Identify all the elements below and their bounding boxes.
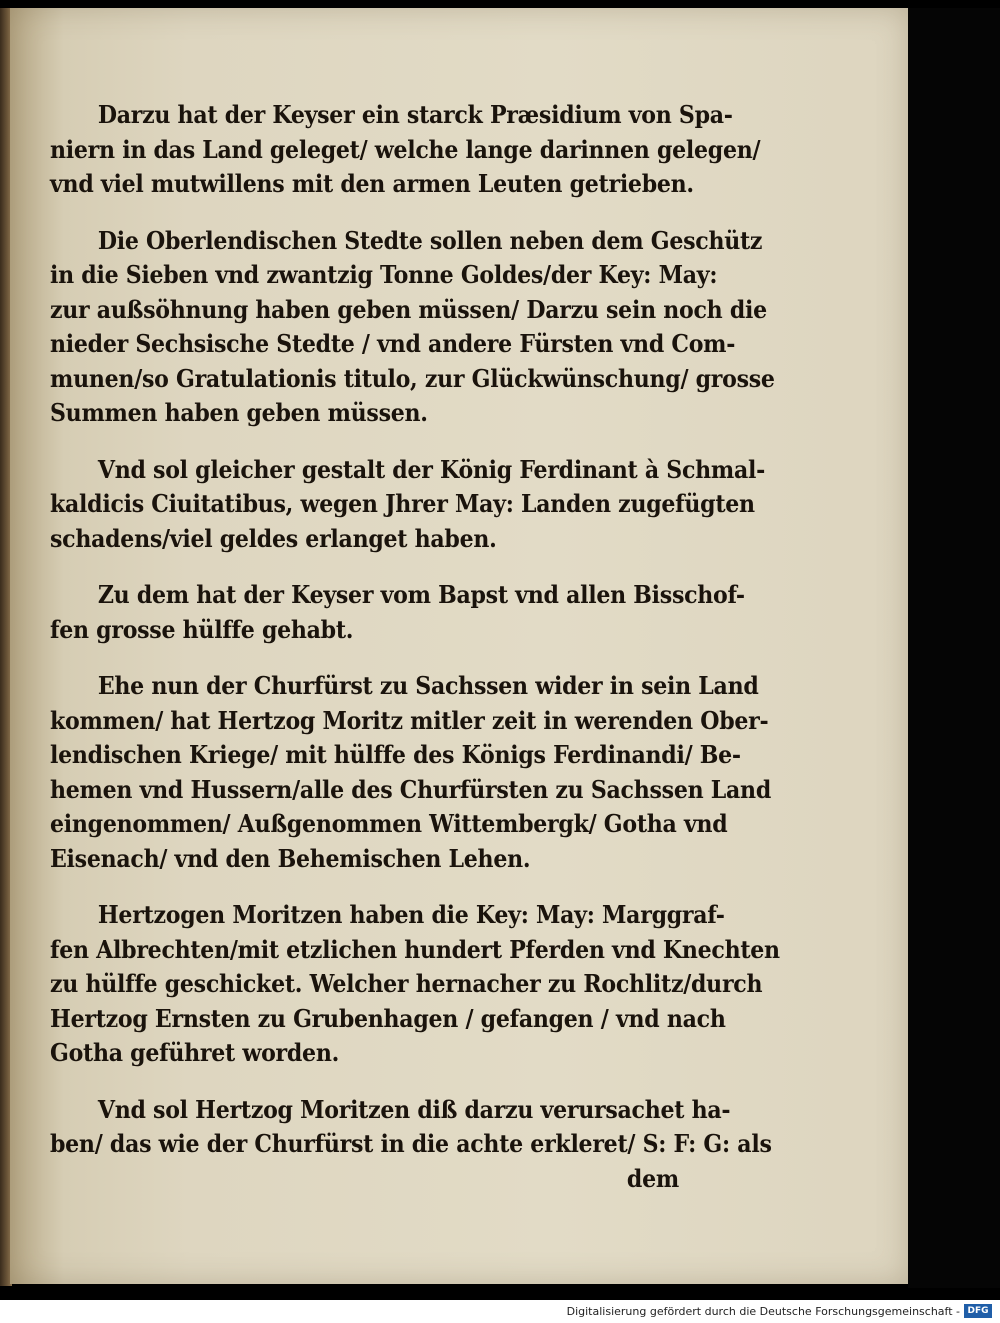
text-line: munen/so Gratulationis titulo, zur Glückwünschung/ grosse [50,363,775,393]
text-line: Hertzogen Moritzen haben die Key: May: Marggraf- [97,900,725,929]
paragraph-3 [50,453,766,557]
text-line: lendischen Kriege/ mit hülffe des Königs Ferdinandi/ Be- [50,740,741,769]
paragraph-1 [50,98,761,202]
text-line: niern in das Land geleget/ welche lange darinnen gelegen/ [50,134,761,164]
text-line: hemen vnd Hussern/alle des Churfürsten zu Sachssen Land [50,774,772,804]
dfg-logo-icon: DFG [964,1304,992,1318]
text-line: zu hülffe geschicket. Welcher hernacher zu Rochlitz/durch [50,969,763,998]
text-line: Darzu hat der Keyser ein starck Præsidium von Spa- [97,100,733,129]
text-line: nieder Sechsische Stedte / vnd andere Fürsten vnd Com- [50,329,736,358]
book-page [10,8,908,1284]
paragraph-5 [50,669,772,876]
text-line: Gotha geführet worden. [50,1038,340,1067]
text-line: schadens/viel geldes erlanget haben. [50,523,497,553]
text-line: Ehe nun der Churfürst zu Sachssen wider in sein Land [97,671,759,700]
text-line: vnd viel mutwillens mit den armen Leuten getrieben. [50,169,694,198]
paragraph-6 [50,898,780,1071]
text-line: Die Oberlendischen Stedte sollen neben dem Geschütz [97,225,763,255]
text-line: Hertzog Ernsten zu Grubenhagen / gefangen / vnd nach [50,1003,726,1033]
text-line: fen grosse hülffe gehabt. [50,614,354,644]
paragraph-2 [50,224,775,431]
page-text [50,98,780,1196]
text-line: eingenommen/ Außgenommen Wittembergk/ Gotha vnd [50,809,728,838]
text-line: Summen haben geben müssen. [50,398,428,427]
text-line: zur außsöhnung haben geben müssen/ Darzu sein noch die [50,294,767,324]
text-line: Eisenach/ vnd den Behemischen Lehen. [50,843,531,873]
paragraph-4 [50,578,745,647]
paragraph-7 [50,1093,772,1162]
text-line: Vnd sol Hertzog Moritzen diß darzu verursachet ha- [97,1094,731,1124]
scan-background-right [908,8,1000,1288]
catchword: dem [626,1163,679,1193]
funding-credit: Digitalisierung gefördert durch die Deutsche Forschungsgemeinschaft - [566,1305,960,1318]
text-line: fen Albrechten/mit etzlichen hundert Pferden vnd Knechten [50,934,780,964]
footer-bar [0,1300,1000,1323]
text-line: Vnd sol gleicher gestalt der König Ferdinant à Schmal- [97,454,766,484]
text-line: in die Sieben vnd zwantzig Tonne Goldes/der Key: May: [50,260,718,289]
text-line: Zu dem hat der Keyser vom Bapst vnd allen Bisschof- [97,580,745,609]
text-line: kaldicis Ciuitatibus, wegen Jhrer May: Landen zugefügten [50,489,755,518]
text-line: kommen/ hat Hertzog Moritz mitler zeit in werenden Ober- [50,705,769,735]
text-line: ben/ das wie der Churfürst in die achte erkleret/ S: F: G: als [50,1129,772,1158]
